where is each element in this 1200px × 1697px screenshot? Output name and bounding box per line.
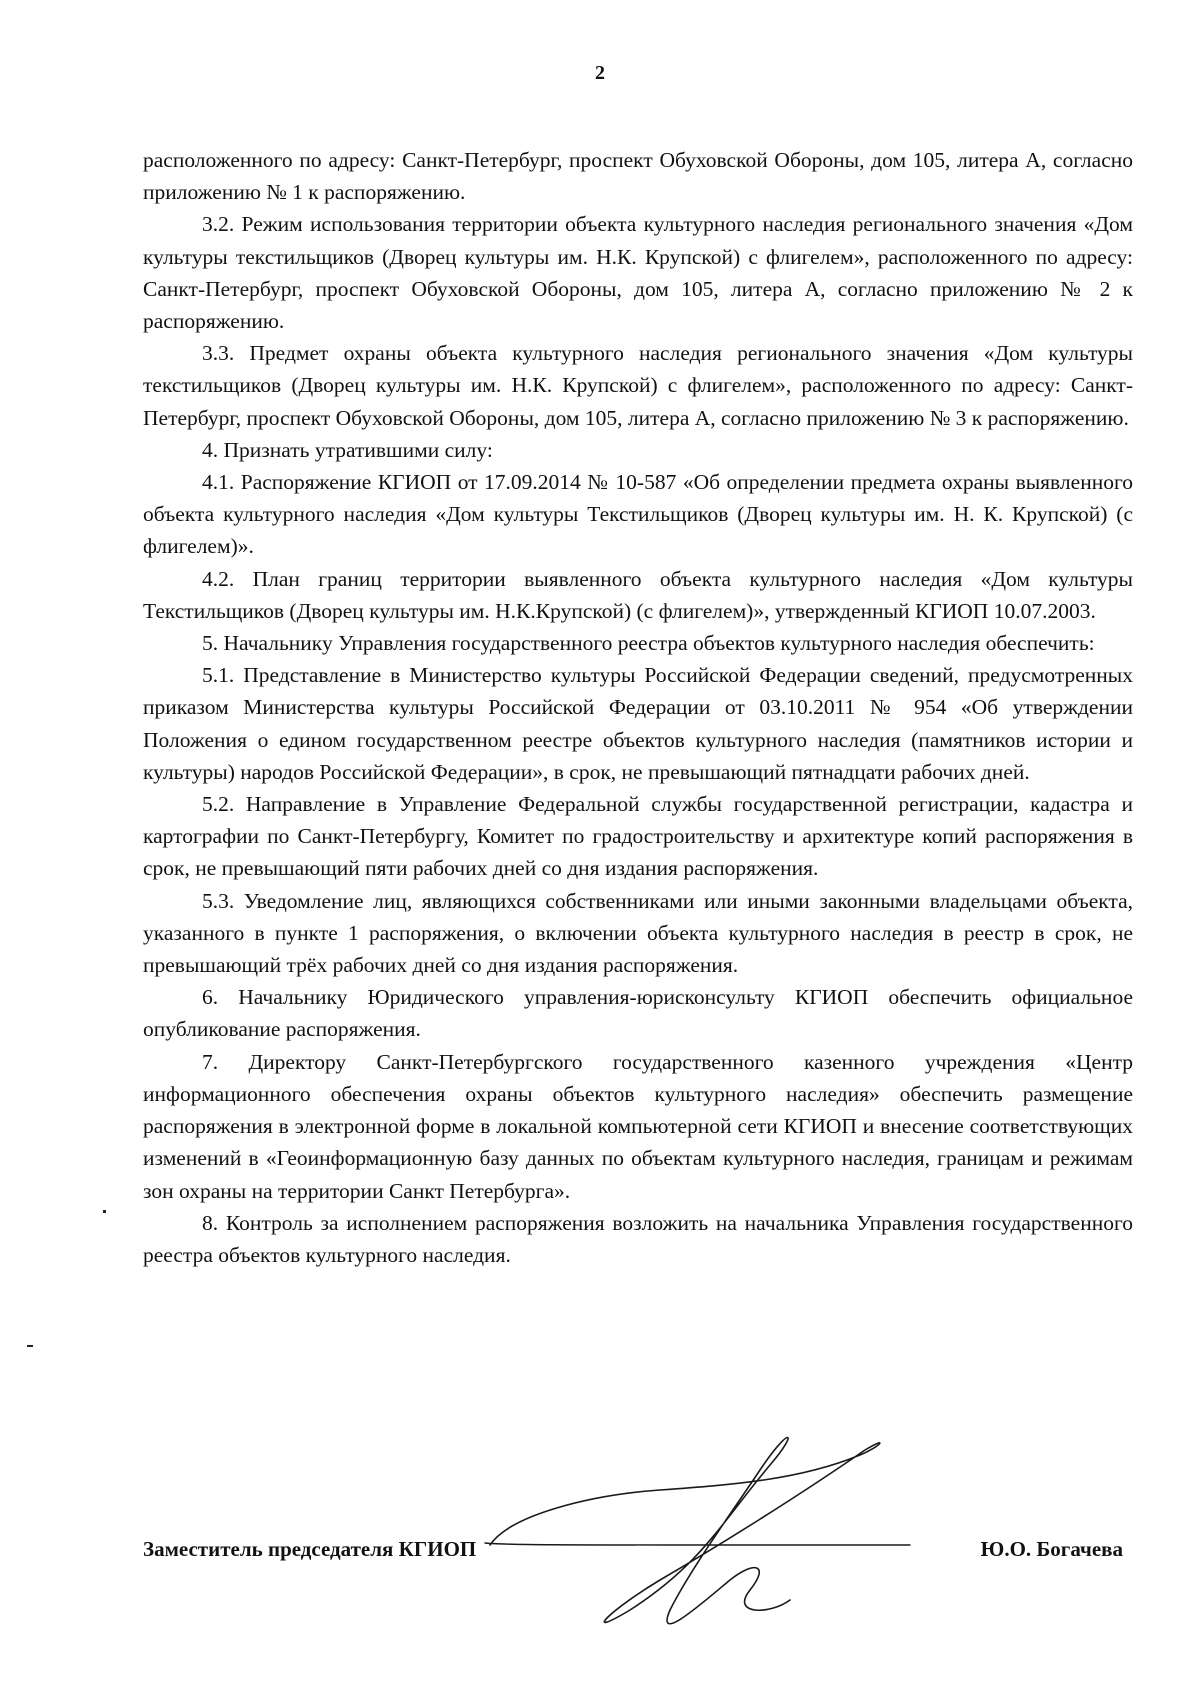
paragraph-3-3: 3.3. Предмет охраны объекта культурного наследия регионального значения «Дом культуры текстильщиков (Дворец культуры им. Н.К. Крупской) с флигелем», расположенного по адресу: Санкт-Петербург, проспект Обуховской Обороны, дом 105, литера А, согласно приложению № 3 к распоряжению. bbox=[143, 341, 1133, 430]
handwritten-signature bbox=[470, 1395, 940, 1655]
signer-name: Ю.О. Богачева bbox=[980, 1537, 1123, 1561]
scan-speck bbox=[27, 1345, 33, 1347]
paragraph-4: 4. Признать утратившими силу: bbox=[202, 437, 493, 462]
scan-speck bbox=[103, 1210, 106, 1213]
paragraph-6: 6. Начальнику Юридического управления-юрисконсульту КГИОП обеспечить официальное опубликование распоряжения. bbox=[143, 985, 1133, 1042]
paragraph-5-3: 5.3. Уведомление лиц, являющихся собственниками или иными законными владельцами объекта, указанного в пункте 1 распоряжения, о включении объекта культурного наследия в реестр в срок, не превышающий трёх рабочих дней со дня издания распоряжения. bbox=[143, 888, 1133, 978]
paragraph-3-2: 3.2. Режим использования территории объекта культурного наследия регионального значения «Дом культуры текстильщиков (Дворец культуры им. Н.К. Крупской) с флигелем», расположенного по адресу: Санкт-Петербург, проспект Обуховской Обороны, дом 105, литера А, согласно приложению № 2 к распоряжению. bbox=[143, 212, 1133, 334]
paragraph-5-1: 5.1. Представление в Министерство культуры Российской Федерации сведений, предусмотренных приказом Министерства культуры Российской Федерации от 03.10.2011 № 954 «Об утверждении Положения о едином государственном реестре объектов культурного наследия (памятников истории и культуры) народов Российской Федерации», в срок, не превышающий пятнадцати рабочих дней. bbox=[143, 663, 1133, 784]
paragraph-3-1-continuation: расположенного по адресу: Санкт-Петербург, проспект Обуховской Обороны, дом 105, литера А, согласно приложению № 1 к распоряжению. bbox=[143, 148, 1133, 205]
paragraph-4-1: 4.1. Распоряжение КГИОП от 17.09.2014 № 10-587 «Об определении предмета охраны выявленного объекта культурного наследия «Дом культуры Текстильщиков (Дворец культуры им. Н. К. Крупской) (с флигелем)». bbox=[143, 470, 1133, 559]
document-body bbox=[143, 144, 1133, 1271]
paragraph-8: 8. Контроль за исполнением распоряжения возложить на начальника Управления государственного реестра объектов культурного наследия. bbox=[143, 1210, 1133, 1267]
paragraph-5-2: 5.2. Направление в Управление Федеральной службы государственной регистрации, кадастра и картографии по Санкт-Петербургу, Комитет по градостроительству и архитектуре копий распоряжения в срок, не превышающий пяти рабочих дней со дня издания распоряжения. bbox=[143, 792, 1133, 881]
paragraph-5: 5. Начальнику Управления государственного реестра объектов культурного наследия обеспечить: bbox=[202, 631, 1095, 656]
signer-position: Заместитель председателя КГИОП bbox=[143, 1537, 477, 1561]
paragraph-7: 7. Директору Санкт-Петербургского государственного казенного учреждения «Центр информационного обеспечения охраны объектов культурного наследия» обеспечить размещение распоряжения в электронной форме в локальной компьютерной сети КГИОП и внесение соответствующих изменений в «Геоинформационную базу данных по объектам культурного наследия, границам и режимам зон охраны на территории Санкт Петербурга». bbox=[143, 1049, 1133, 1203]
paragraph-4-2: 4.2. План границ территории выявленного объекта культурного наследия «Дом культуры Текстильщиков (Дворец культуры им. Н.К.Крупской) (с флигелем)», утвержденный КГИОП 10.07.2003. bbox=[143, 566, 1133, 623]
page-number: 2 bbox=[595, 62, 605, 84]
